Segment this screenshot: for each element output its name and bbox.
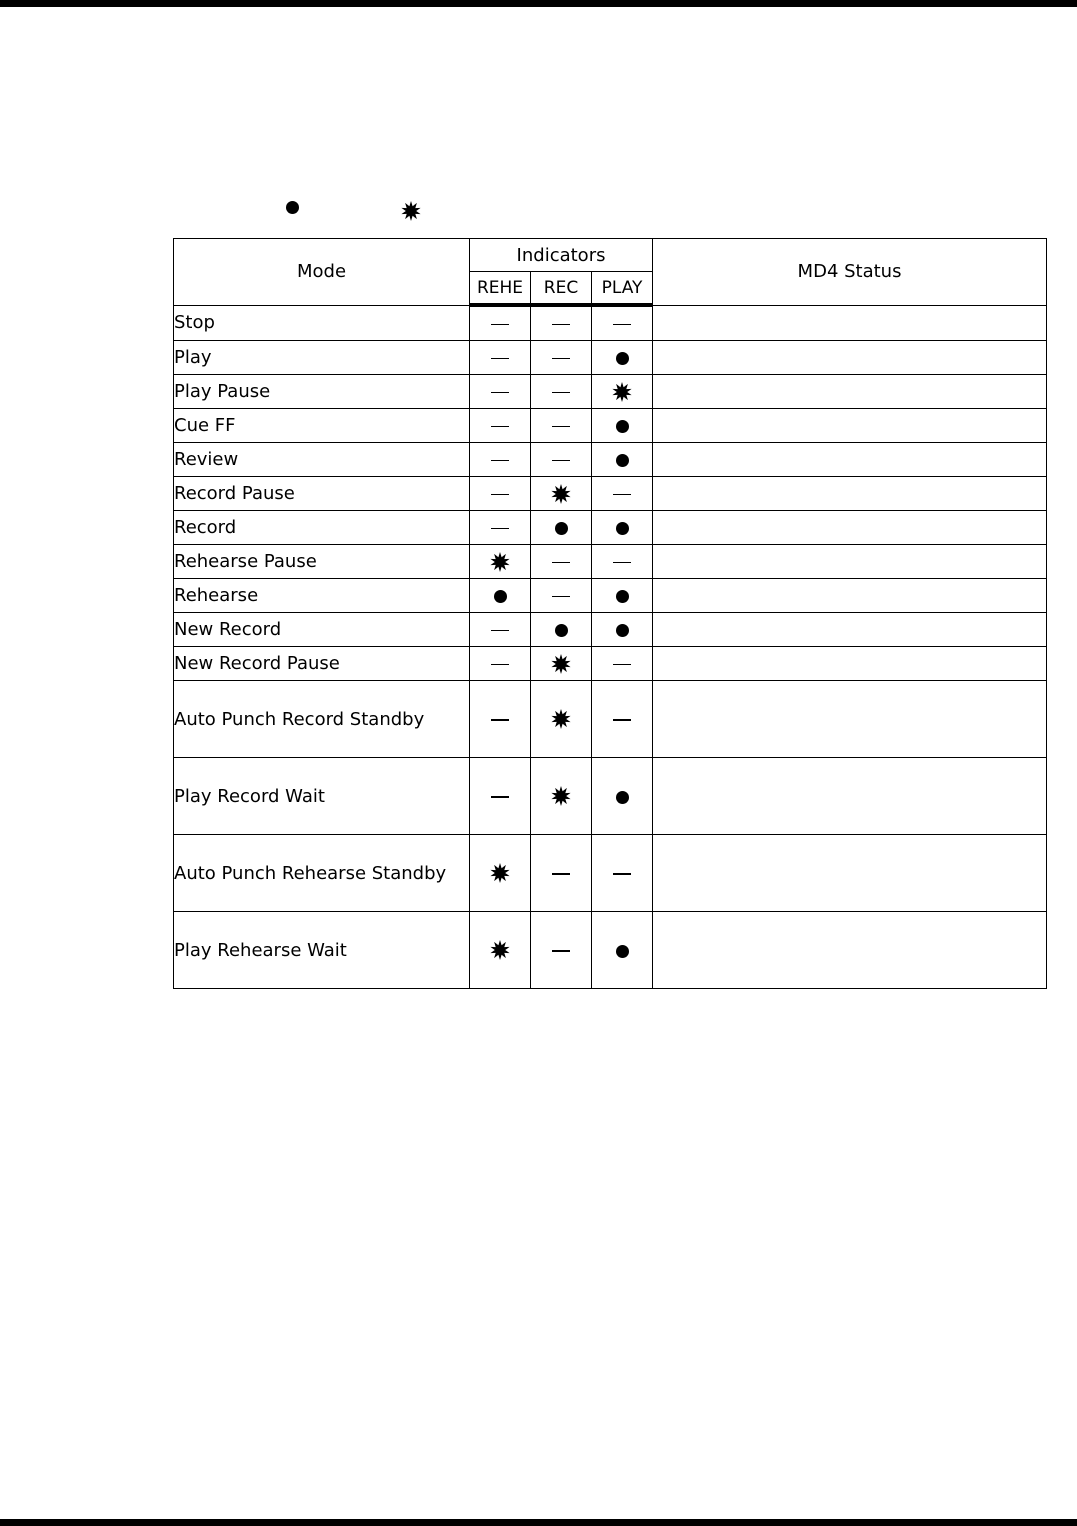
table-row [174,758,1047,835]
mode-cell: Auto Punch Rehearse Standby [174,835,470,912]
md4-status-cell [653,613,1047,647]
indicator-play-cell [592,758,653,835]
mode-cell: Play Pause [174,375,470,409]
top-rule [0,0,1077,7]
md4-status-cell [653,579,1047,613]
dash-icon [491,358,509,360]
solid-dot-icon [555,522,568,535]
starburst-icon [551,654,571,674]
dash-icon [491,664,509,666]
solid-dot-icon [616,420,629,433]
table-row [174,409,1047,443]
header-play: PLAY [592,272,653,306]
starburst-icon [551,786,571,806]
mode-cell: Rehearse Pause [174,545,470,579]
table-row [174,305,1047,341]
indicator-rehe-cell [470,545,531,579]
dash-icon [613,494,631,496]
indicator-rehe-cell [470,912,531,989]
dash-icon [552,324,570,326]
table-row [174,912,1047,989]
dash-icon [552,426,570,428]
table-row [174,647,1047,681]
mode-cell: New Record Pause [174,647,470,681]
indicator-rehe-cell [470,477,531,511]
indicator-play-cell [592,409,653,443]
dash-icon [613,873,631,875]
indicator-rec-cell [531,912,592,989]
table-row [174,835,1047,912]
starburst-icon [490,552,510,572]
md4-status-cell [653,375,1047,409]
mode-cell: Play [174,341,470,375]
header-mode: Mode [174,239,470,306]
header-md4-status: MD4 Status [653,239,1047,306]
indicator-rehe-cell [470,647,531,681]
dash-icon [613,562,631,564]
solid-dot-icon [555,624,568,637]
table-row [174,579,1047,613]
indicator-play-cell [592,511,653,545]
solid-dot-icon [616,522,629,535]
dash-icon [613,324,631,326]
indicator-rehe-cell [470,511,531,545]
table-body [174,305,1047,989]
indicator-rec-cell [531,579,592,613]
indicator-rec-cell [531,758,592,835]
dash-icon [491,460,509,462]
indicator-rehe-cell [470,579,531,613]
indicator-play-cell [592,613,653,647]
dash-icon [552,392,570,394]
table-row [174,375,1047,409]
indicator-play-cell [592,443,653,477]
indicator-play-cell [592,375,653,409]
indicator-rec-cell [531,647,592,681]
indicator-rehe-cell [470,409,531,443]
indicator-play-cell [592,912,653,989]
indicator-rec-cell [531,681,592,758]
md4-status-cell [653,477,1047,511]
md4-status-cell [653,835,1047,912]
indicator-rec-cell [531,511,592,545]
solid-dot-icon [616,454,629,467]
indicator-rehe-cell [470,613,531,647]
table-row [174,681,1047,758]
mode-cell: New Record [174,613,470,647]
indicator-play-cell [592,647,653,681]
dash-icon [491,796,509,798]
indicator-play-cell [592,681,653,758]
md4-status-cell [653,758,1047,835]
md4-status-cell [653,912,1047,989]
dash-icon [552,950,570,952]
md4-status-cell [653,305,1047,341]
md4-status-cell [653,409,1047,443]
solid-dot-icon [616,945,629,958]
mode-cell: Play Record Wait [174,758,470,835]
indicator-rec-cell [531,477,592,511]
indicator-play-cell [592,305,653,341]
indicator-rehe-cell [470,835,531,912]
starburst-icon [490,863,510,883]
header-rehe: REHE [470,272,531,306]
table-row [174,545,1047,579]
mode-cell: Record [174,511,470,545]
starburst-icon [612,382,632,402]
bottom-rule [0,1519,1077,1526]
dash-icon [491,528,509,530]
md4-status-cell [653,443,1047,477]
indicator-rec-cell [531,613,592,647]
indicator-rehe-cell [470,341,531,375]
table-row [174,477,1047,511]
dash-icon [491,719,509,721]
indicator-rehe-cell [470,375,531,409]
mode-cell: Review [174,443,470,477]
dash-icon [552,460,570,462]
mode-cell: Play Rehearse Wait [174,912,470,989]
solid-dot-icon [616,624,629,637]
dash-icon [552,358,570,360]
solid-dot-icon [616,791,629,804]
starburst-icon [551,709,571,729]
md4-status-cell [653,647,1047,681]
indicator-play-cell [592,477,653,511]
table-row [174,341,1047,375]
mode-cell: Auto Punch Record Standby [174,681,470,758]
header-rec: REC [531,272,592,306]
indicator-play-cell [592,341,653,375]
indicator-rec-cell [531,305,592,341]
indicator-rehe-cell [470,443,531,477]
dash-icon [552,873,570,875]
md4-status-cell [653,545,1047,579]
dash-icon [491,392,509,394]
indicator-rehe-cell [470,681,531,758]
mode-cell: Record Pause [174,477,470,511]
indicator-rec-cell [531,545,592,579]
indicator-play-cell [592,545,653,579]
solid-dot-icon [286,201,299,214]
table-row [174,511,1047,545]
mode-cell: Stop [174,305,470,341]
dash-icon [552,596,570,598]
indicator-rec-cell [531,443,592,477]
indicator-rec-cell [531,835,592,912]
indicator-rec-cell [531,375,592,409]
indicator-play-cell [592,579,653,613]
dash-icon [613,719,631,721]
mode-indicator-table [173,238,1047,989]
dash-icon [491,426,509,428]
indicator-play-cell [592,835,653,912]
header-indicators: Indicators [470,239,653,272]
indicator-rehe-cell [470,305,531,341]
md4-status-cell [653,681,1047,758]
starburst-icon [401,201,421,221]
dash-icon [613,664,631,666]
starburst-icon [551,484,571,504]
indicator-legend [284,201,444,223]
solid-dot-icon [616,590,629,603]
indicator-rec-cell [531,409,592,443]
mode-cell: Rehearse [174,579,470,613]
solid-dot-icon [494,590,507,603]
table-row [174,613,1047,647]
starburst-icon [490,940,510,960]
solid-dot-icon [616,352,629,365]
dash-icon [491,630,509,632]
table-row [174,443,1047,477]
indicator-rehe-cell [470,758,531,835]
mode-cell: Cue FF [174,409,470,443]
dash-icon [552,562,570,564]
md4-status-cell [653,341,1047,375]
md4-status-cell [653,511,1047,545]
dash-icon [491,324,509,326]
dash-icon [491,494,509,496]
indicator-rec-cell [531,341,592,375]
